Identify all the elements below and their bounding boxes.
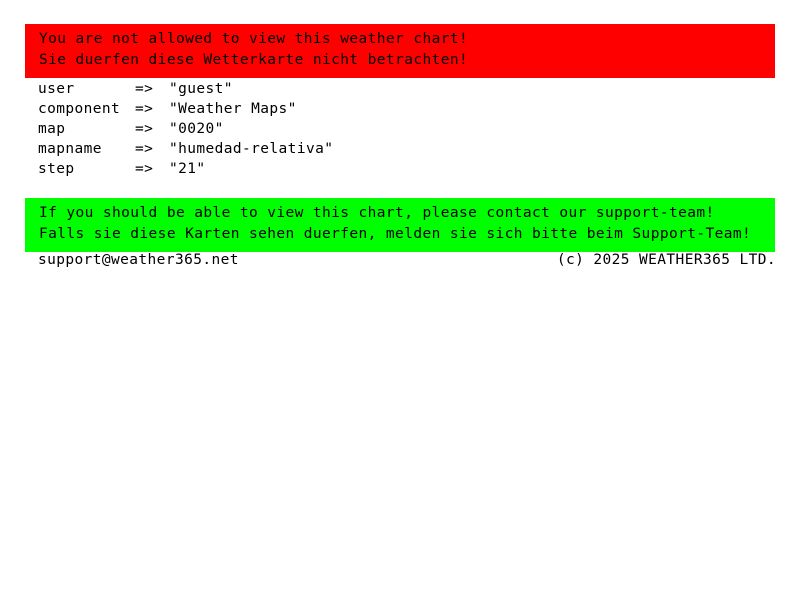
- param-key: component: [38, 101, 121, 117]
- param-arrow-icon: =>: [135, 161, 154, 177]
- param-arrow-icon: =>: [135, 101, 154, 117]
- request-parameters-list: [38, 79, 333, 179]
- param-arrow-icon: =>: [135, 141, 154, 157]
- param-value: "humedad-relativa": [169, 141, 334, 157]
- param-key: step: [38, 161, 75, 177]
- page-footer: [38, 250, 776, 270]
- param-row: [38, 119, 333, 139]
- access-denied-banner: [25, 24, 775, 78]
- support-email-link[interactable]: support@weather365.net: [38, 252, 239, 268]
- param-row: [38, 99, 333, 119]
- param-key: map: [38, 121, 66, 137]
- param-key: mapname: [38, 141, 102, 157]
- param-value: "guest": [169, 81, 233, 97]
- param-arrow-icon: =>: [135, 121, 154, 137]
- param-arrow-icon: =>: [135, 81, 154, 97]
- support-notice-banner: [25, 198, 775, 252]
- access-denied-message-en: You are not allowed to view this weather chart!: [39, 31, 469, 47]
- param-value: "21": [169, 161, 206, 177]
- param-row: [38, 79, 333, 99]
- support-notice-en: If you should be able to view this chart, please contact our support-team!: [39, 205, 715, 221]
- param-value: "Weather Maps": [169, 101, 297, 117]
- param-row: [38, 159, 333, 179]
- copyright-text: (c) 2025 WEATHER365 LTD.: [556, 252, 776, 268]
- param-value: "0020": [169, 121, 224, 137]
- access-denied-message-de: Sie duerfen diese Wetterkarte nicht betrachten!: [39, 52, 469, 68]
- param-row: [38, 139, 333, 159]
- param-key: user: [38, 81, 75, 97]
- support-notice-de: Falls sie diese Karten sehen duerfen, melden sie sich bitte beim Support-Team!: [39, 226, 752, 242]
